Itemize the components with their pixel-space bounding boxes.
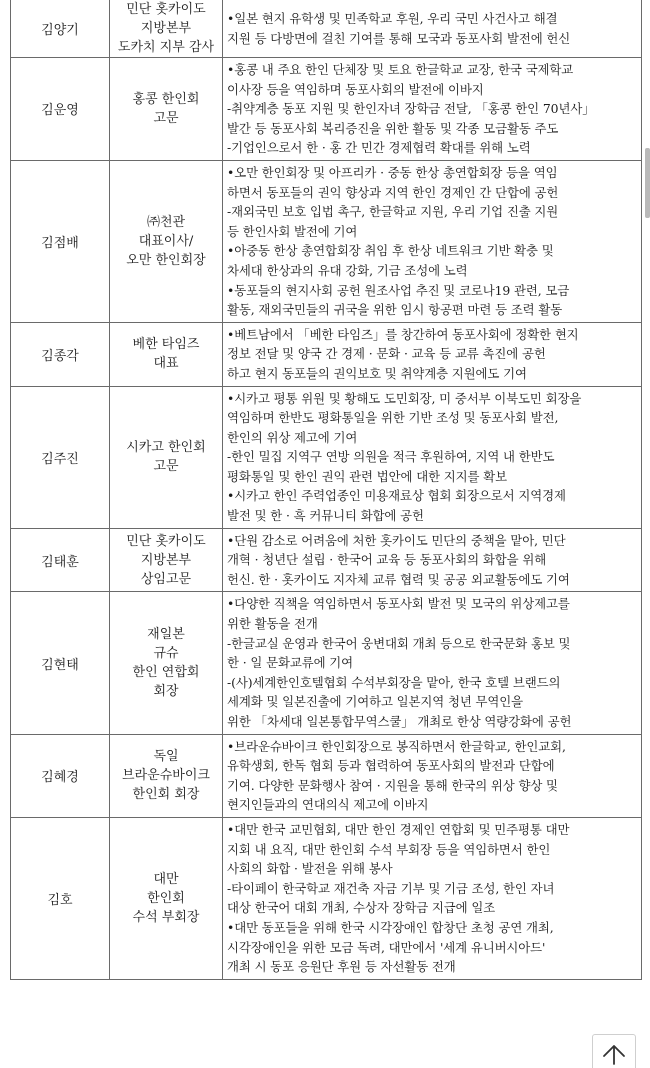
honoree-position [110,734,223,817]
achievement-line: 하고 현지 동포들의 권익보호 및 취약계층 지원에도 기여 [227,365,527,381]
table-row [11,58,642,161]
achievement-line: •대만 한국 교민협회, 대만 한인 경제인 연합회 및 민주평통 대만 [227,821,570,837]
achievement-line: •아중동 한상 총연합회장 취임 후 한상 네트워크 기반 확충 및 [227,243,554,259]
position-line: ㈜천관 [146,214,186,230]
honoree-name: 김양기 [11,0,110,58]
achievement-line: •시카고 한인 주력업종인 미용재료상 협회 회장으로서 지역경제 [227,488,566,504]
honoree-position [110,160,223,322]
achievement-line: 등 한인사회 발전에 기여 [227,223,358,239]
table-row [11,0,642,58]
position-line: 독일 [153,749,179,765]
achievement-line: 이사장 등을 역임하며 동포사회의 발전에 이바지 [227,81,484,97]
achievement-line: -타이페이 한국학교 재건축 자금 기부 및 기금 조성, 한인 자녀 [227,880,555,896]
achievement-line: •단원 감소로 어려움에 처한 홋카이도 민단의 중책을 맡아, 민단 [227,532,566,548]
honoree-achievements [223,386,642,528]
position-line: 지방본부 [140,21,192,36]
achievement-line: 사회의 화합 · 발전을 위해 봉사 [227,861,393,877]
table-row [11,817,642,979]
honoree-position [110,58,223,161]
achievement-line: 역임하며 한반도 평화통일을 위한 기반 조성 및 동포사회 발전, [227,410,559,426]
honoree-table [10,0,642,980]
honoree-name: 김현태 [11,592,110,734]
honoree-position [110,528,223,592]
honoree-position [110,0,223,58]
honoree-name: 김운영 [11,58,110,161]
achievement-line: -재외국민 보호 입법 촉구, 한글학교 지원, 우리 기업 진출 지원 [227,204,559,220]
position-line: 회장 [153,684,179,700]
honoree-position [110,817,223,979]
achievement-line: 유학생회, 한독 협회 등과 협력하여 동포사회의 발전과 단합에 [227,758,555,774]
achievement-line: •대만 동포들을 위해 한국 시각장애인 합창단 초청 공연 개최, [227,919,554,935]
position-line: 규슈 [153,646,179,662]
table-row [11,528,642,592]
position-line: 대표이사/ [138,233,194,249]
table-row [11,592,642,734]
honoree-position [110,322,223,386]
achievement-line: 대상 한국어 대회 개최, 수상자 장학금 지급에 일조 [227,900,496,916]
achievement-line: 평화통일 및 한인 권익 관련 법안에 대한 지지를 확보 [227,468,507,484]
achievement-line: 기여. 다양한 문화행사 참여 · 지원을 통해 한국의 위상 향상 및 [227,777,558,793]
achievement-line: 개혁 · 청년단 설립 · 한국어 교육 등 동포사회의 화합을 위해 [227,552,547,568]
achievement-line: -취약계층 동포 지원 및 한인자녀 장학금 전달, 「홍콩 한인 70년사」 [227,101,595,117]
position-line: 시카고 한인회 [126,440,206,456]
table-row [11,160,642,322]
achievement-line: 발간 등 동포사회 복리증진을 위한 활동 및 각종 모금활동 주도 [227,120,559,136]
honoree-position [110,592,223,734]
position-line: 상임고문 [140,571,192,587]
achievement-line: 하면서 동포들의 권익 향상과 지역 한인 경제인 간 단합에 공헌 [227,184,559,200]
achievement-line: 위한 활동을 전개 [227,616,318,632]
achievement-line: -기업인으로서 한 · 홍 간 민간 경제협력 확대를 위해 노력 [227,140,531,156]
achievement-line: 위한 「차세대 일본통합무역스쿨」 개최로 한상 역량강화에 공헌 [227,714,572,729]
achievement-line: 세계화 및 일본진출에 기여하고 일본지역 청년 무역인을 [227,694,524,710]
achievement-line: 한 · 일 문화교류에 기여 [227,655,354,671]
achievement-line: -한글교실 운영과 한국어 웅변대회 개최 등으로 한국문화 홍보 및 [227,635,571,651]
position-line: 한인회 회장 [132,787,200,803]
position-line: 오만 한인회장 [126,252,206,268]
position-line: 대표 [153,356,179,372]
achievement-line: •오만 한인회장 및 아프리카 · 중동 한상 총연합회장 등을 역임 [227,164,558,180]
position-line: 대만 [153,871,179,887]
achievement-line: -(사)세계한인호텔협회 수석부회장을 맡아, 한국 호텔 브랜드의 [227,674,561,690]
honoree-name: 김점배 [11,160,110,322]
achievement-line: •베트남에서 「베한 타임즈」를 창간하여 동포사회에 정확한 현지 [227,326,579,342]
honoree-achievements [223,160,642,322]
achievement-line: •동포들의 현지사회 공헌 원조사업 추진 및 코로나19 관련, 모금 [227,282,570,298]
position-line: 민단 홋카이도 [126,2,206,17]
position-line: 브라운슈바이크 [122,768,210,784]
honoree-name: 김호 [11,817,110,979]
achievement-line: 발전 및 한 · 흑 커뮤니티 화합에 공헌 [227,508,424,524]
achievement-line: 정보 전달 및 양국 간 경제 · 문화 · 교육 등 교류 촉진에 공헌 [227,346,546,362]
achievement-line: 차세대 한상과의 유대 강화, 기금 조성에 노력 [227,262,468,278]
honoree-achievements [223,322,642,386]
honoree-achievements [223,734,642,817]
honoree-achievements [223,528,642,592]
achievement-line: 헌신. 한 · 홋카이도 지자체 교류 협력 및 공공 외교활동에도 기여 [227,571,570,587]
achievement-line: •시카고 평통 위원 및 황해도 도민회장, 미 중서부 이북도민 회장을 [227,390,582,406]
position-line: 고문 [153,459,179,475]
table-row [11,386,642,528]
position-line: 고문 [153,110,179,126]
achievement-line: 지원 등 다방면에 걸친 기여를 통해 모국과 동포사회 발전에 헌신 [227,30,571,46]
honoree-achievements [223,58,642,161]
position-line: 도카치 지부 감사 [117,40,215,55]
achievement-line: •일본 현지 유학생 및 민족학교 후원, 우리 국민 사건사고 해결 [227,10,558,26]
position-line: 한인 연합회 [132,665,200,681]
scrollbar-thumb[interactable] [645,148,650,218]
honoree-name: 김종각 [11,322,110,386]
honoree-name: 김태훈 [11,528,110,592]
position-line: 홍콩 한인회 [132,91,200,107]
honoree-achievements [223,0,642,58]
position-line: 한인회 [147,890,185,906]
honoree-name: 김주진 [11,386,110,528]
table-row [11,734,642,817]
achievement-line: •홍콩 내 주요 한인 단체장 및 토요 한글학교 교장, 한국 국제학교 [227,62,574,77]
achievement-line: -한인 밀집 지역구 연방 의원을 적극 후원하여, 지역 내 한반도 [227,449,555,465]
achievement-line: 시각장애인을 위한 모금 독려, 대만에서 '세계 유니버시아드' [227,939,546,955]
honoree-achievements [223,817,642,979]
achievement-line: •브라운슈바이크 한인회장으로 봉직하면서 한글학교, 한인교회, [227,738,566,754]
honoree-position [110,386,223,528]
honoree-name: 김혜경 [11,734,110,817]
table-row [11,322,642,386]
position-line: 민단 홋카이도 [126,533,206,549]
achievement-line: 지회 내 요직, 대만 한인회 수석 부회장 등을 역임하면서 한인 [227,841,551,857]
position-line: 재일본 [147,627,185,643]
scroll-to-top-button[interactable] [592,1034,636,1068]
achievement-line: 한인의 위상 제고에 기여 [227,429,358,445]
achievement-line: 활동, 재외국민들의 귀국을 위한 임시 항공편 마련 등 조력 활동 [227,302,563,318]
position-line: 지방본부 [140,552,192,568]
achievement-line: •다양한 직책을 역임하면서 동포사회 발전 및 모국의 위상제고를 [227,596,570,612]
honoree-achievements [223,592,642,734]
achievement-line: 개최 시 동포 응원단 후원 등 자선활동 전개 [227,959,456,975]
arrow-up-icon [601,1043,627,1065]
position-line: 수석 부회장 [132,909,200,925]
position-line: 베한 타임즈 [132,337,200,353]
achievement-line: 현지인들과의 연대의식 제고에 이바지 [227,797,429,813]
